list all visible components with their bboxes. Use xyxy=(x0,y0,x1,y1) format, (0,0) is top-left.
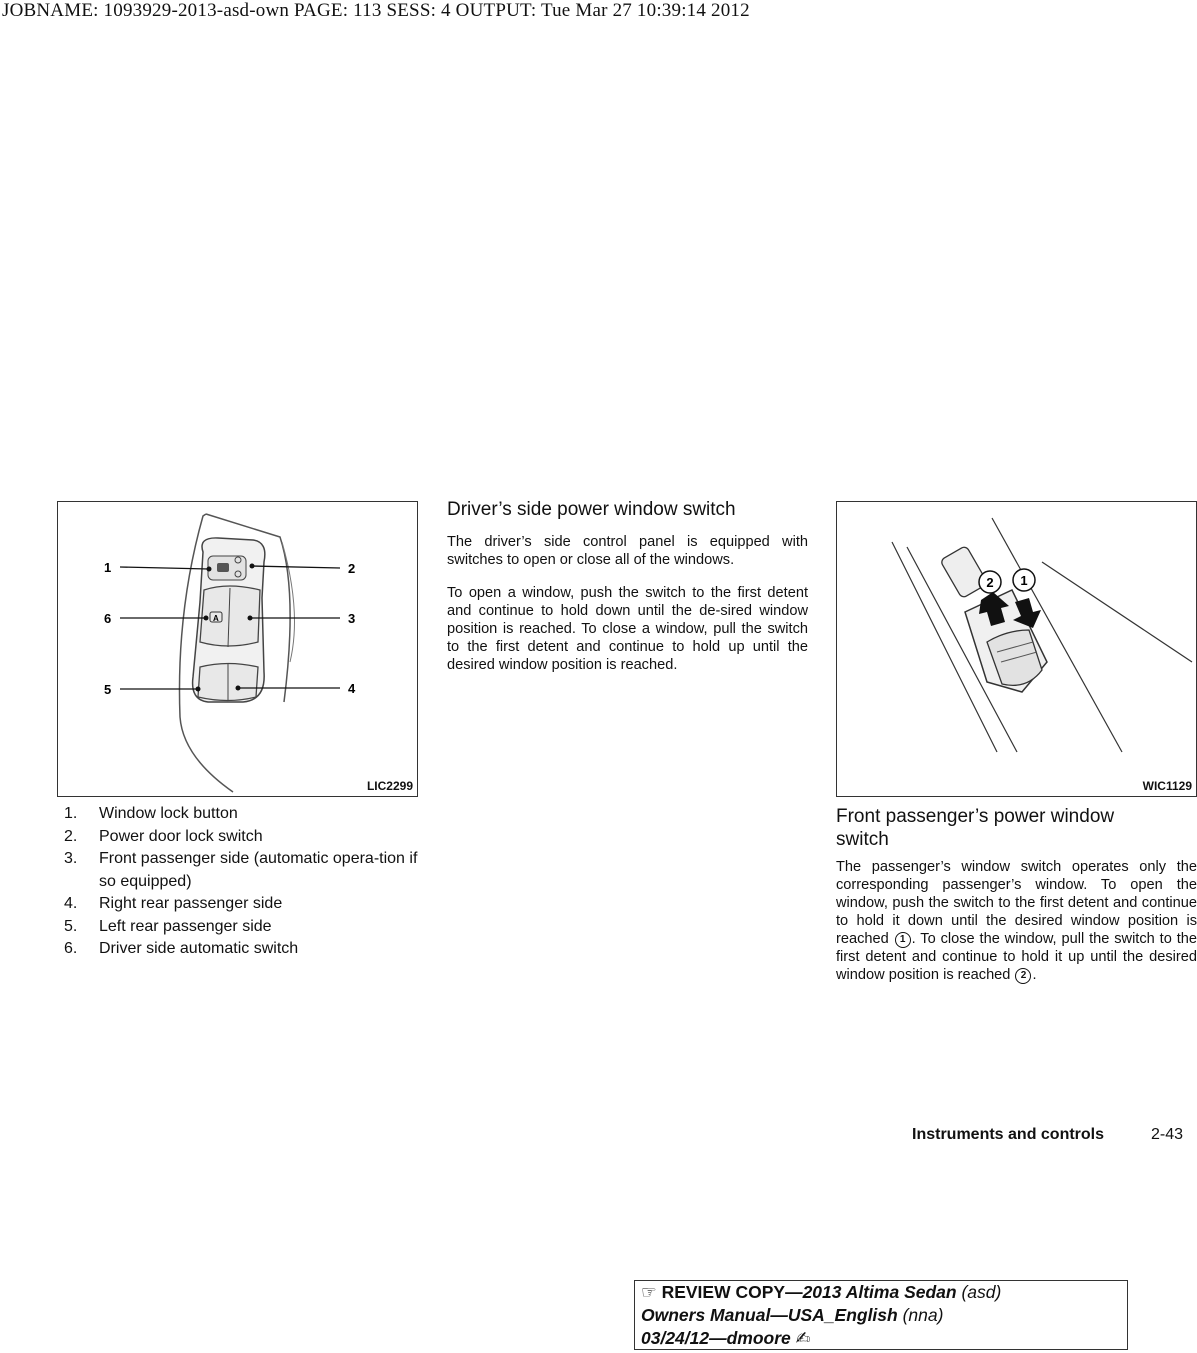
callout-3: 3 xyxy=(348,611,356,626)
list-item: 2. Power door lock switch xyxy=(64,827,263,845)
list-item: 1. Window lock button xyxy=(64,805,238,822)
writing-hand-icon: ✍ xyxy=(795,1328,811,1348)
figure-code: WIC1129 xyxy=(1142,779,1192,793)
callout-1: 1 xyxy=(1020,573,1028,588)
list-item: 5. Left rear passenger side xyxy=(64,917,272,935)
svg-text:A: A xyxy=(213,614,219,623)
callout-6: 6 xyxy=(104,611,112,626)
job-header: JOBNAME: 1093929-2013-asd-own PAGE: 113 SESS: 4 OUTPUT: Tue Mar 27 10:39:14 2012 xyxy=(2,0,750,21)
passenger-switch-illustration xyxy=(837,502,1197,797)
section-heading-driver: Driver’s side power window switch xyxy=(447,499,736,520)
callout-2: 2 xyxy=(348,561,356,576)
footer-section-title: Instruments and controls xyxy=(912,1126,1105,1143)
callout-2: 2 xyxy=(986,575,994,590)
ref-circle-2: 2 xyxy=(1015,968,1031,984)
driver-switch-illustration xyxy=(58,502,418,797)
passenger-paragraph: The passenger’s window switch operates only the corresponding passenger’s window. To open the window, push the switch to the first detent and continue to hold it down until the desired window position is reached 1 . To close the window, pull the switch to the first detent and continue to hold it up until the desired window position is reached 2 . xyxy=(836,859,1197,983)
list-item: 6. Driver side automatic switch xyxy=(64,940,299,957)
list-item: 3. Front passenger side (automatic opera-tion if so equipped) xyxy=(64,850,418,890)
ref-circle-1: 1 xyxy=(895,932,911,948)
passenger-switch-figure xyxy=(836,501,1197,797)
driver-paragraph-1: The driver’s side control panel is equipped with switches to open or close all of the windows. xyxy=(447,534,808,568)
figure-legend xyxy=(64,803,420,961)
figure-code: LIC2299 xyxy=(366,779,413,793)
review-copy-box: ☞ REVIEW COPY—2013 Altima Sedan (asd) Owners Manual—USA_English (nna) 03/24/12—dmoore ✍ xyxy=(634,1280,1128,1350)
callout-4: 4 xyxy=(348,681,356,696)
callout-5: 5 xyxy=(104,682,112,697)
section-heading-passenger: Front passenger’s power window switch xyxy=(836,806,1115,850)
driver-switch-figure xyxy=(57,501,418,797)
pointing-hand-icon: ☞ xyxy=(641,1282,657,1302)
callout-1: 1 xyxy=(104,560,112,575)
page-number: 2-43 xyxy=(1151,1126,1184,1143)
list-item: 4. Right rear passenger side xyxy=(64,895,283,912)
driver-paragraph-2: To open a window, push the switch to the first detent and continue to hold down until the de-sired window position is reached. To close a window, pull the switch to the first detent and continue to hold up until the desired window position is reached. xyxy=(447,585,808,673)
